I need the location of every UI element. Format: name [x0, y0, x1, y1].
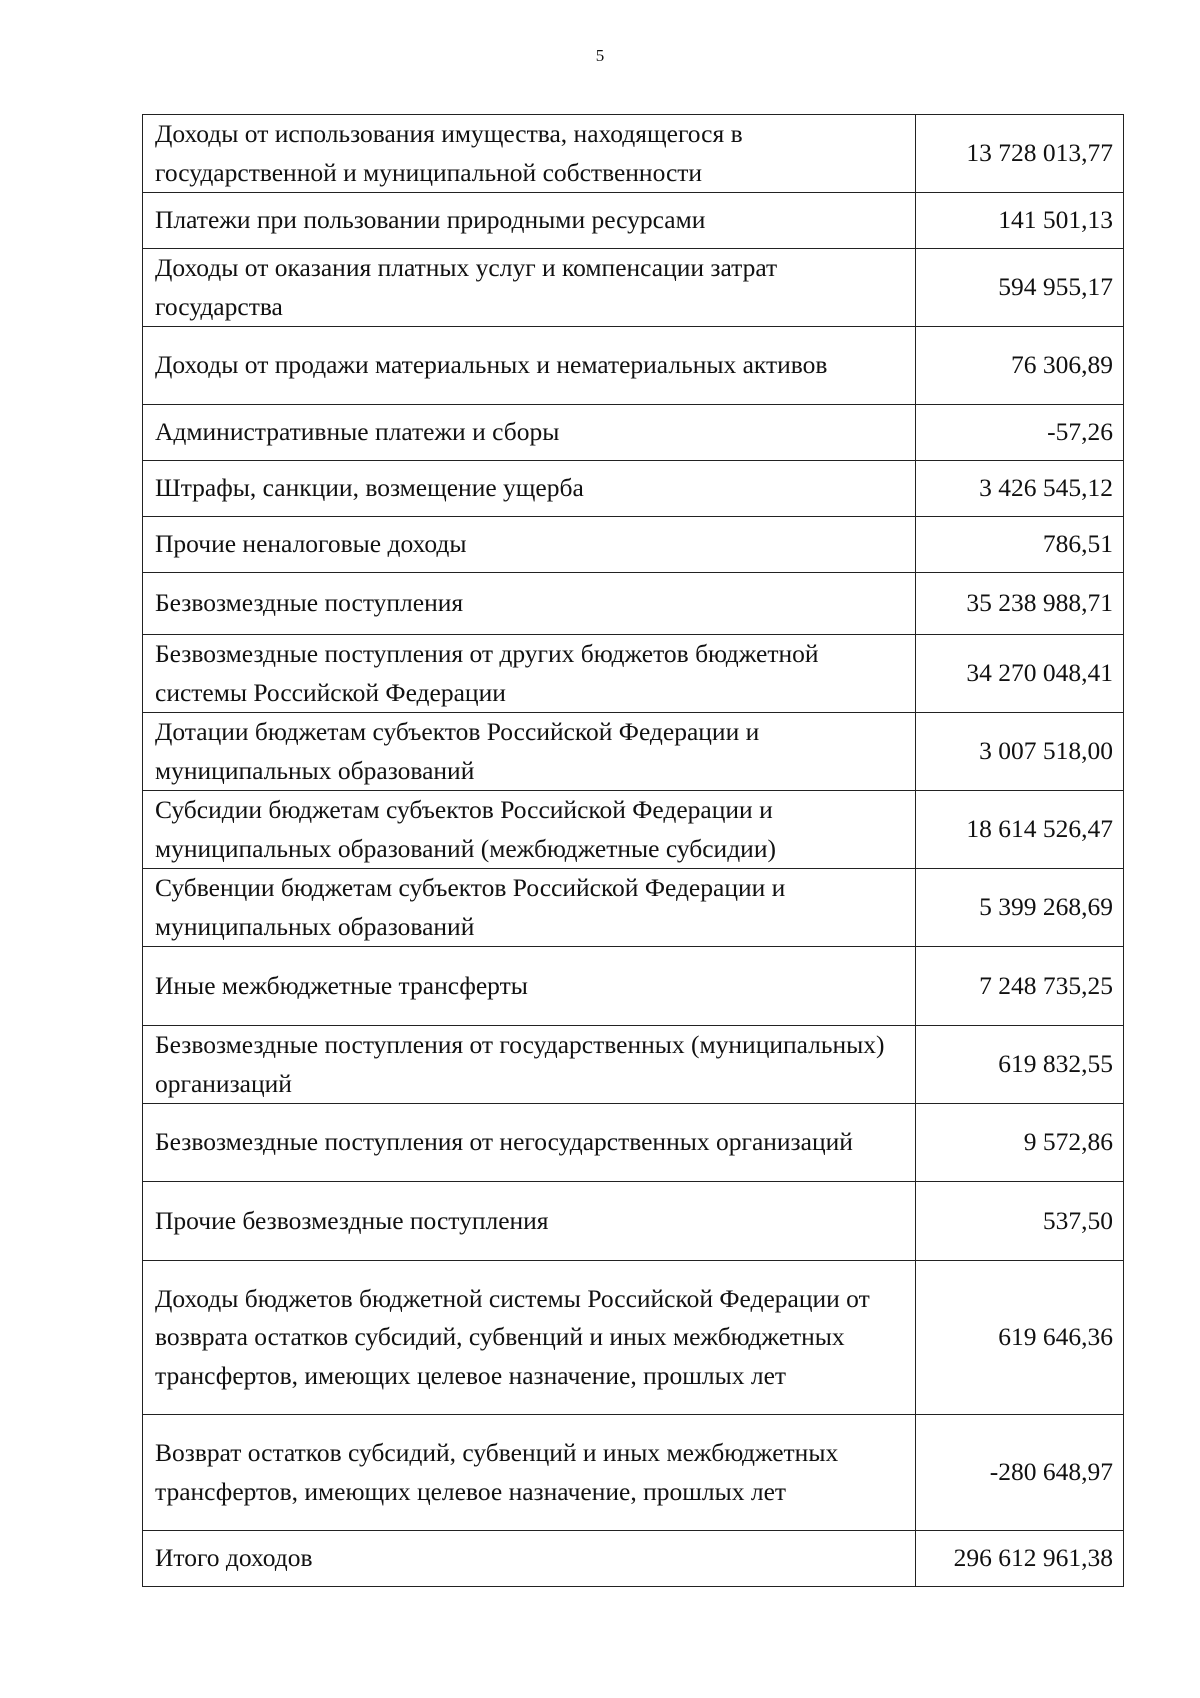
table-row — [143, 327, 1124, 405]
revenue-item-label: Доходы от использования имущества, находящегося в государственной и муниципальной собственности — [143, 115, 916, 193]
table-row — [143, 1531, 1124, 1587]
revenue-item-amount: 34 270 048,41 — [916, 635, 1124, 713]
revenue-item-label: Безвозмездные поступления — [143, 573, 916, 635]
revenue-item-label: Платежи при пользовании природными ресурсами — [143, 193, 916, 249]
page-number: 5 — [595, 46, 605, 65]
revenue-item-label: Штрафы, санкции, возмещение ущерба — [143, 461, 916, 517]
revenue-item-label: Субсидии бюджетам субъектов Российской Федерации и муниципальных образований (межбюджетные субсидии) — [143, 791, 916, 869]
revenue-item-amount: 3 007 518,00 — [916, 713, 1124, 791]
revenue-item-amount: 35 238 988,71 — [916, 573, 1124, 635]
table-row — [143, 573, 1124, 635]
revenue-item-amount: -57,26 — [916, 405, 1124, 461]
table-row — [143, 791, 1124, 869]
revenue-item-label: Возврат остатков субсидий, субвенций и иных межбюджетных трансфертов, имеющих целевое назначение, прошлых лет — [143, 1415, 916, 1531]
table-row — [143, 249, 1124, 327]
revenue-item-amount: 18 614 526,47 — [916, 791, 1124, 869]
revenue-item-amount: 619 646,36 — [916, 1261, 1124, 1415]
table-row — [143, 947, 1124, 1026]
revenue-item-label: Дотации бюджетам субъектов Российской Федерации и муниципальных образований — [143, 713, 916, 791]
revenue-item-amount: 5 399 268,69 — [916, 869, 1124, 947]
revenue-item-amount: 786,51 — [916, 517, 1124, 573]
table-row — [143, 1026, 1124, 1104]
table-row — [143, 1415, 1124, 1531]
revenue-table — [142, 114, 1124, 1587]
revenue-item-amount: 7 248 735,25 — [916, 947, 1124, 1026]
table-row — [143, 635, 1124, 713]
revenue-item-amount: 3 426 545,12 — [916, 461, 1124, 517]
revenue-item-label: Прочие неналоговые доходы — [143, 517, 916, 573]
revenue-item-label: Безвозмездные поступления от негосударственных организаций — [143, 1104, 916, 1182]
revenue-total-amount: 296 612 961,38 — [916, 1531, 1124, 1587]
table-row — [143, 869, 1124, 947]
table-row — [143, 1261, 1124, 1415]
revenue-item-amount: -280 648,97 — [916, 1415, 1124, 1531]
revenue-item-label: Безвозмездные поступления от других бюджетов бюджетной системы Российской Федерации — [143, 635, 916, 713]
table-row — [143, 405, 1124, 461]
table-row — [143, 1182, 1124, 1261]
revenue-item-label: Субвенции бюджетам субъектов Российской Федерации и муниципальных образований — [143, 869, 916, 947]
revenue-item-amount: 537,50 — [916, 1182, 1124, 1261]
table-row — [143, 461, 1124, 517]
table-row — [143, 713, 1124, 791]
revenue-item-label: Доходы от продажи материальных и нематериальных активов — [143, 327, 916, 405]
revenue-item-amount: 13 728 013,77 — [916, 115, 1124, 193]
revenue-item-label: Доходы бюджетов бюджетной системы Российской Федерации от возврата остатков субсидий, субвенций и иных межбюджетных трансфертов, имеющих целевое назначение, прошлых лет — [143, 1261, 916, 1415]
revenue-item-amount: 594 955,17 — [916, 249, 1124, 327]
revenue-item-amount: 9 572,86 — [916, 1104, 1124, 1182]
revenue-table-body — [143, 115, 1124, 1587]
revenue-item-label: Безвозмездные поступления от государственных (муниципальных) организаций — [143, 1026, 916, 1104]
table-row — [143, 517, 1124, 573]
revenue-item-amount: 76 306,89 — [916, 327, 1124, 405]
table-row — [143, 193, 1124, 249]
revenue-item-label: Административные платежи и сборы — [143, 405, 916, 461]
revenue-item-label: Иные межбюджетные трансферты — [143, 947, 916, 1026]
revenue-item-amount: 619 832,55 — [916, 1026, 1124, 1104]
revenue-total-label: Итого доходов — [143, 1531, 916, 1587]
revenue-item-amount: 141 501,13 — [916, 193, 1124, 249]
revenue-item-label: Прочие безвозмездные поступления — [143, 1182, 916, 1261]
table-row — [143, 1104, 1124, 1182]
table-row — [143, 115, 1124, 193]
revenue-item-label: Доходы от оказания платных услуг и компенсации затрат государства — [143, 249, 916, 327]
